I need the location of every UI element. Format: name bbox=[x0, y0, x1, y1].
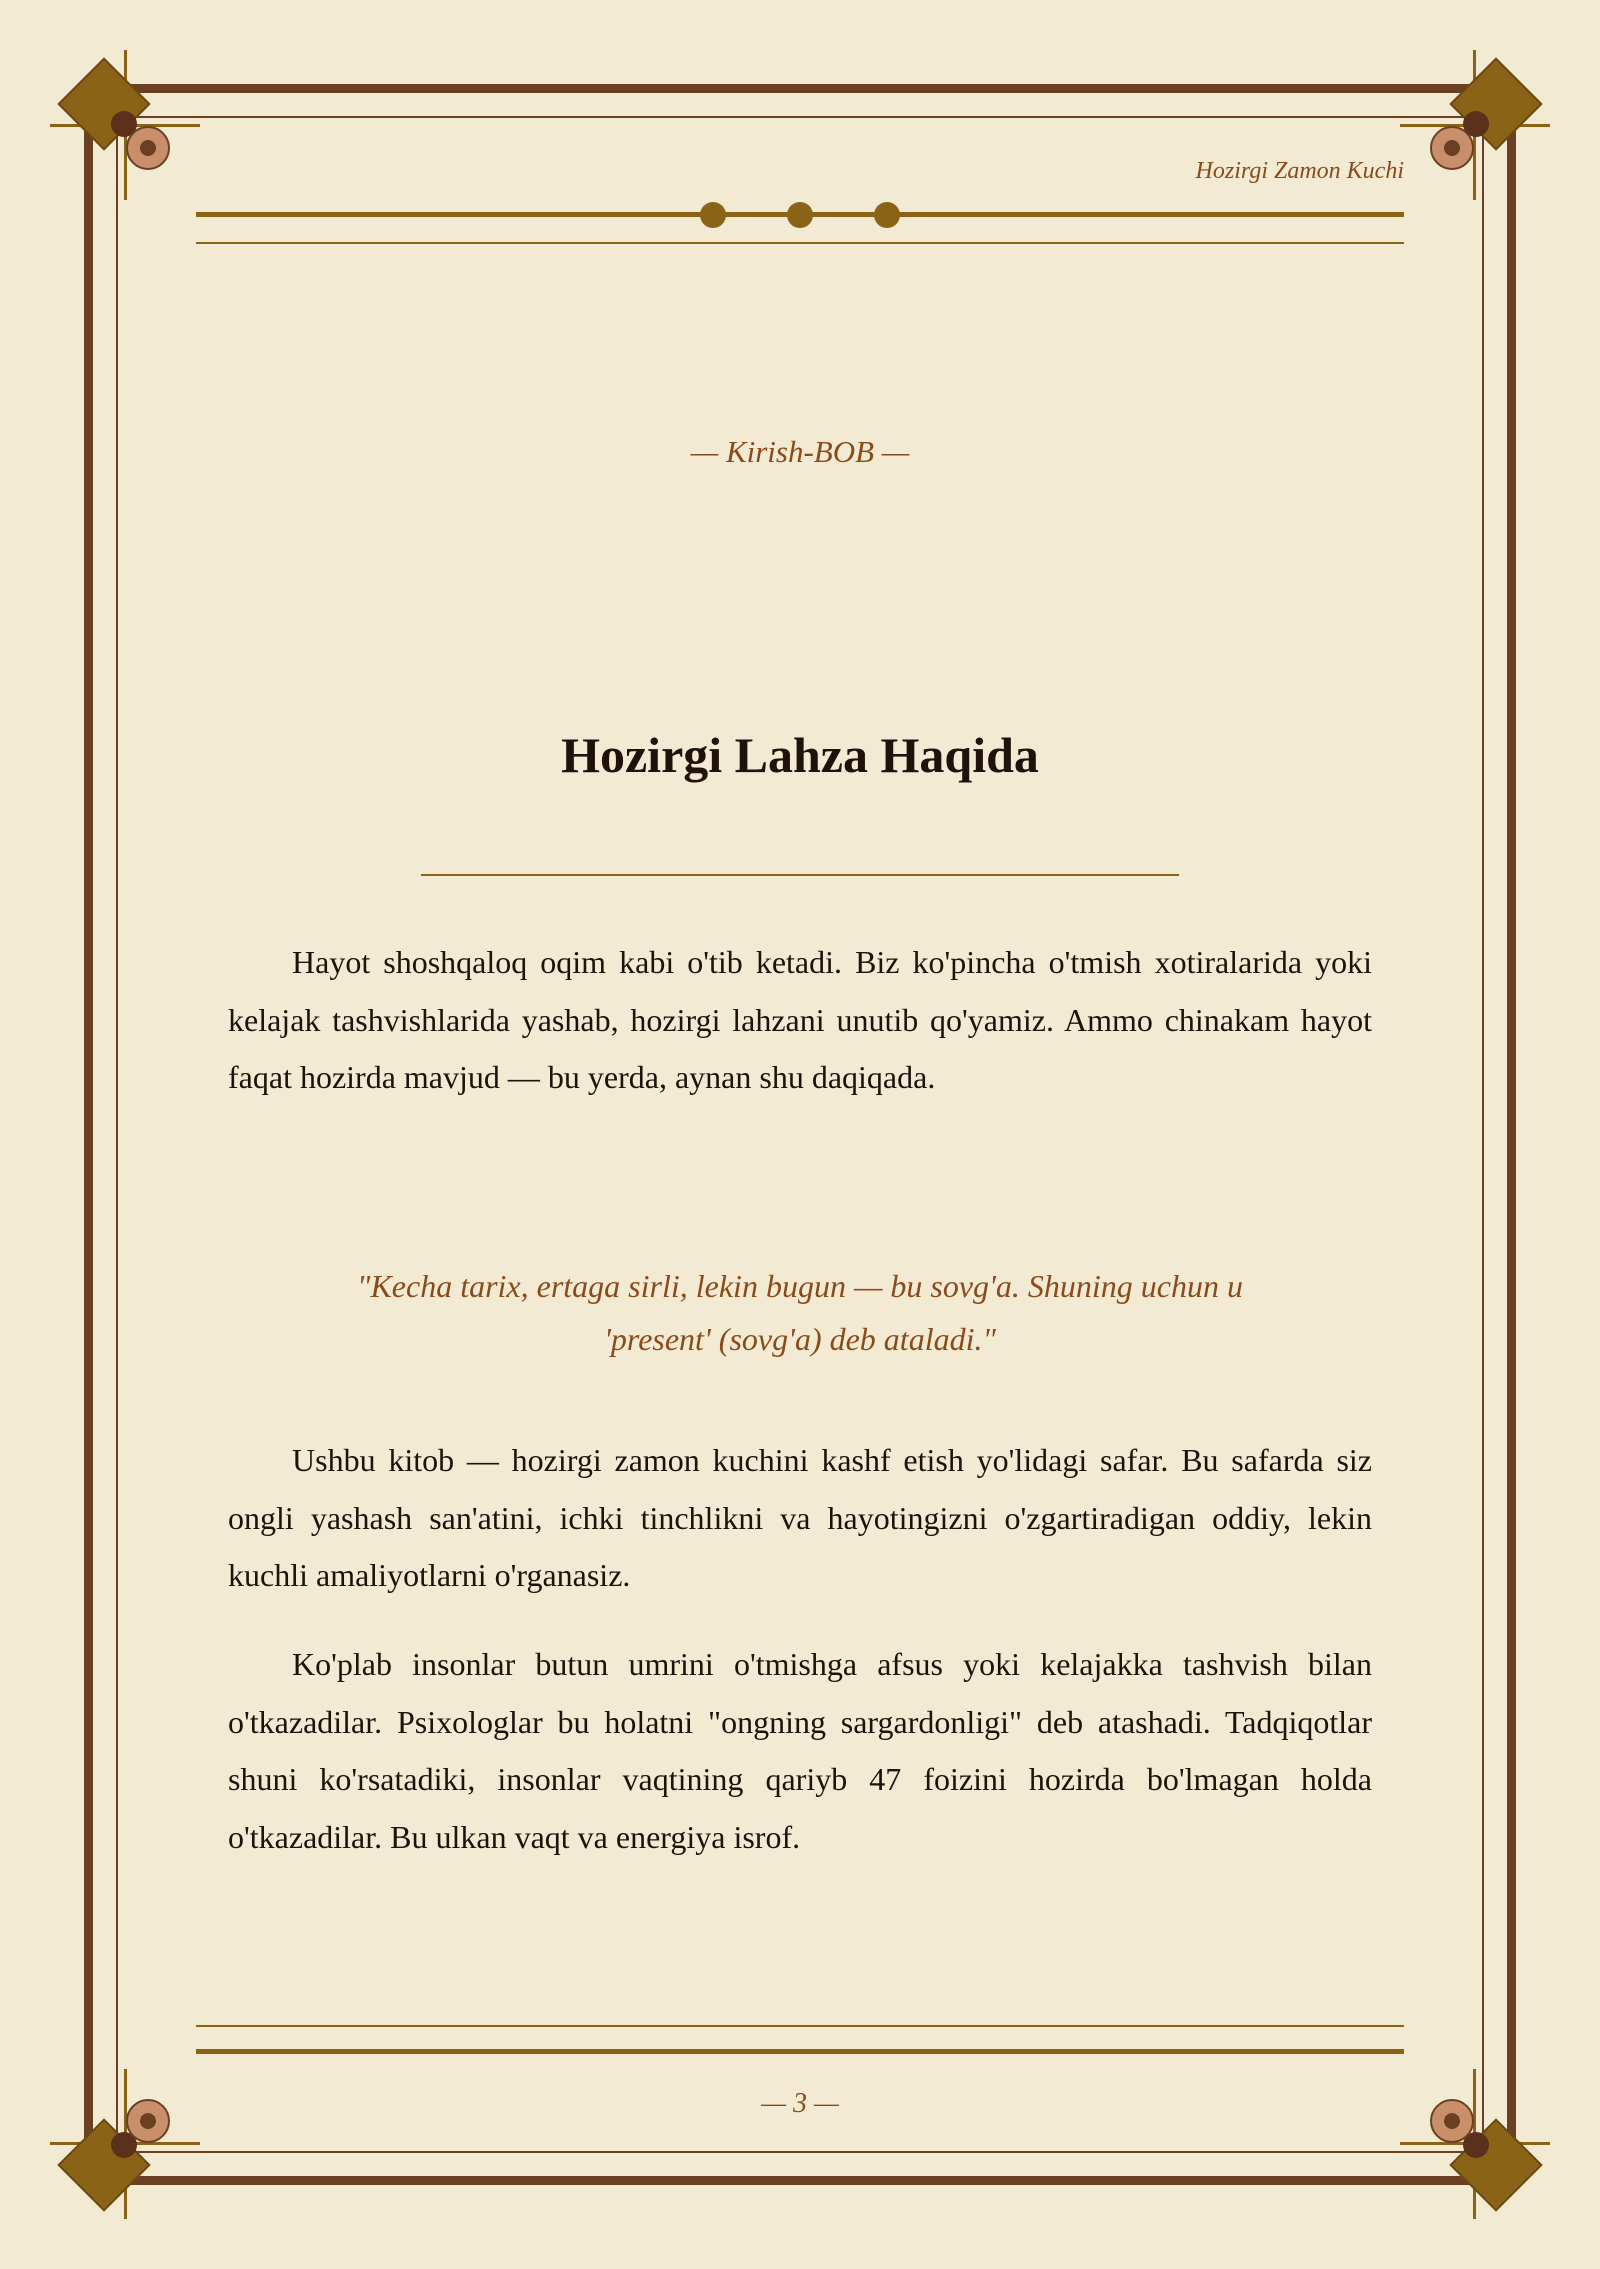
running-header-title: Hozirgi Zamon Kuchi bbox=[1195, 158, 1404, 184]
footer-rule-thin bbox=[196, 2025, 1404, 2027]
corner-ornament-top-left bbox=[22, 22, 182, 182]
pull-quote: "Kecha tarix, ertaga sirli, lekin bugun — bu sovg'a. Shuning uchun u 'present' (sovg'a) deb ataladi." bbox=[357, 1268, 1243, 1357]
chapter-title: Hozirgi Lahza Haqida bbox=[561, 727, 1039, 783]
header-ornament-dot bbox=[700, 202, 726, 228]
body-paragraph: Hayot shoshqaloq oqim kabi o'tib ketadi. Biz ko'pincha o'tmish xotiralarida yoki kelajak tashvishlarida yashab, hozirgi lahzani unutib qo'yamiz. Ammo chinakam hayot faqat hozirda mavjud — bu yerda, aynan shu daqiqada. bbox=[228, 944, 1372, 1095]
header-rule-thin bbox=[196, 242, 1404, 244]
footer-rule-thick bbox=[196, 2049, 1404, 2054]
header-ornament-dot bbox=[874, 202, 900, 228]
chapter-label: — Kirish-BOB — bbox=[690, 434, 910, 469]
body-paragraph: Ushbu kitob — hozirgi zamon kuchini kashf etish yo'lidagi safar. Bu safarda siz ongli yashash san'atini, ichki tinchlikni va hayotingizni o'zgartiradigan oddiy, lekin kuchli amaliyotlarni o'rganasiz. bbox=[228, 1442, 1372, 1593]
title-divider bbox=[421, 874, 1179, 876]
header-ornament-dot bbox=[787, 202, 813, 228]
corner-ornament-top-right bbox=[1418, 22, 1578, 182]
page-number: — 3 — bbox=[761, 2088, 839, 2119]
body-paragraph: Ko'plab insonlar butun umrini o'tmishga afsus yoki kelajakka tashvish bilan o'tkazadilar. Psixologlar bu holatni "ongning sargardonligi" deb atashadi. Tadqiqotlar shuni ko'rsatadiki, insonlar vaqtining qariyb 47 foizini hozirda bo'lmagan holda o'tkazadilar. Bu ulkan vaqt va energiya isrof. bbox=[228, 1646, 1372, 1855]
